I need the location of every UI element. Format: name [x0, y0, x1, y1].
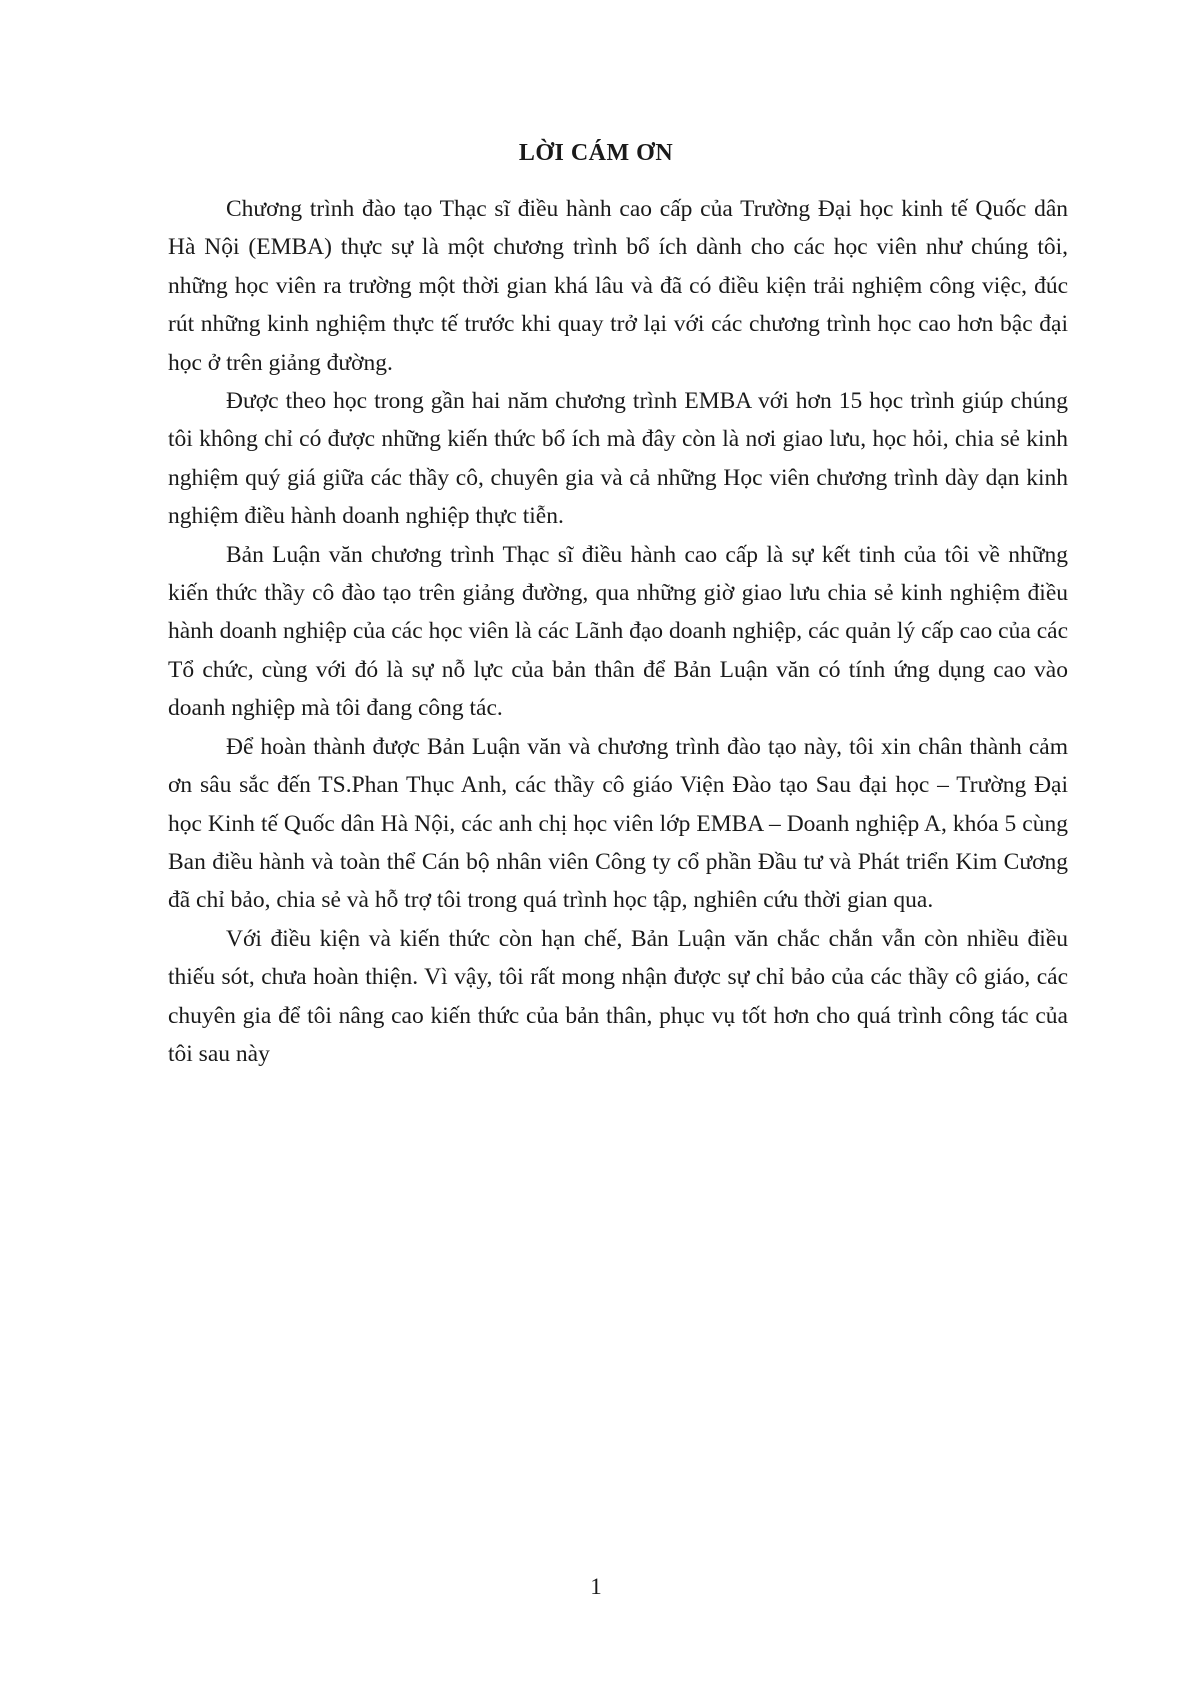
body-text [168, 190, 1068, 1073]
paragraph-2: Được theo học trong gần hai năm chương trình EMBA với hơn 15 học trình giúp chúng tôi không chỉ có được những kiến thức bổ ích mà đây còn là nơi giao lưu, học hỏi, chia sẻ kinh nghiệm quý giá giữa các thầy cô, chuyên gia và cả những Học viên chương trình dày dạn kinh nghiệm điều hành doanh nghiệp thực tiễn. [168, 388, 1068, 530]
paragraph-3: Bản Luận văn chương trình Thạc sĩ điều hành cao cấp là sự kết tinh của tôi về những kiến thức thầy cô đào tạo trên giảng đường, qua những giờ giao lưu chia sẻ kinh nghiệm điều hành doanh nghiệp của các học viên là các Lãnh đạo doanh nghiệp, các quản lý cấp cao của các Tổ chức, cùng với đó là sự nỗ lực của bản thân để Bản Luận văn có tính ứng dụng cao vào doanh nghiệp mà tôi đang công tác. [168, 541, 1068, 722]
paragraph-1: Chương trình đào tạo Thạc sĩ điều hành cao cấp của Trường Đại học kinh tế Quốc dân Hà Nội (EMBA) thực sự là một chương trình bổ ích dành cho các học viên như chúng tôi, những học viên ra trường một thời gian khá lâu và đã có điều kiện trải nghiệm công việc, đúc rút những kinh nghiệm thực tế trước khi quay trở lại với các chương trình học cao hơn bậc đại học ở trên giảng đường. [168, 196, 1068, 376]
paragraph-5: Với điều kiện và kiến thức còn hạn chế, Bản Luận văn chắc chắn vẫn còn nhiều điều thiếu sót, chưa hoàn thiện. Vì vậy, tôi rất mong nhận được sự chỉ bảo của các thầy cô giáo, các chuyên gia để tôi nâng cao kiến thức của bản thân, phục vụ tốt hơn cho quá trình công tác của tôi sau này [168, 925, 1068, 1067]
paragraph-4: Để hoàn thành được Bản Luận văn và chương trình đào tạo này, tôi xin chân thành cảm ơn sâu sắc đến TS.Phan Thục Anh, các thầy cô giáo Viện Đào tạo Sau đại học – Trường Đại học Kinh tế Quốc dân Hà Nội, các anh chị học viên lớp EMBA – Doanh nghiệp A, khóa 5 cùng Ban điều hành và toàn thể Cán bộ nhân viên Công ty cổ phần Đầu tư và Phát triển Kim Cương đã chỉ bảo, chia sẻ và hỗ trợ tôi trong quá trình học tập, nghiên cứu thời gian qua. [168, 733, 1068, 914]
page-title: LỜI CÁM ƠN [518, 140, 674, 166]
page-number: 1 [590, 1574, 602, 1599]
